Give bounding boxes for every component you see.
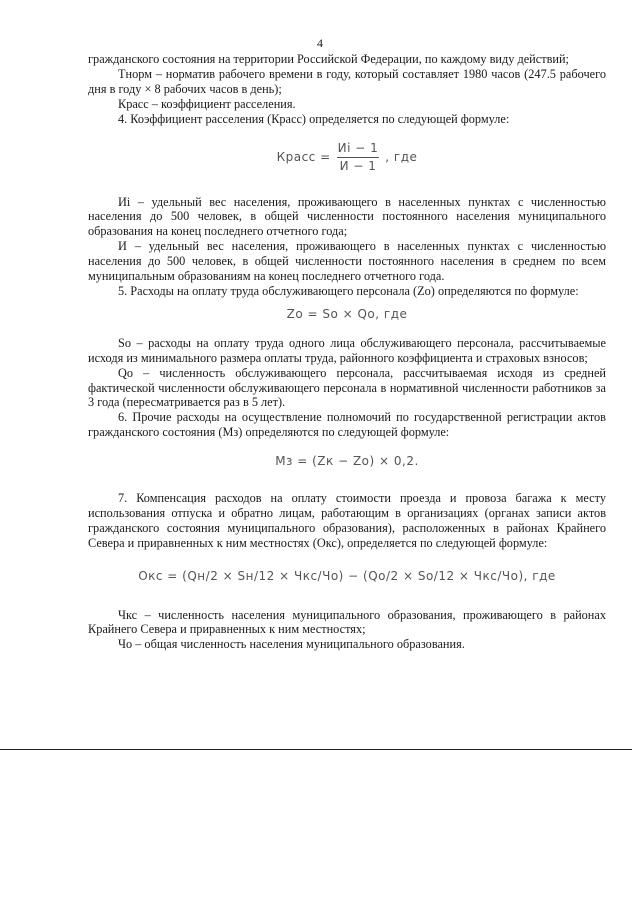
paragraph-krass-definition: Красс – коэффициент расселения. — [118, 96, 296, 111]
formula-krass-fraction — [335, 141, 382, 174]
horizontal-rule — [0, 749, 632, 750]
paragraph-section-5: 5. Расходы на оплату труда обслуживающего персонала (Zo) определяются по формуле: — [118, 283, 579, 298]
document-body — [88, 52, 606, 652]
paragraph-cho-definition: Чо – общая численность населения муниципального образования. — [118, 637, 465, 652]
formula-zo: Zo = So × Qo, где — [286, 306, 408, 321]
formula-krass-numerator: Иi − 1 — [337, 141, 379, 156]
formula-krass-denominator: И − 1 — [337, 157, 380, 174]
formula-oks: Окс = (Qн/2 × Sн/12 × Чкс/Чо) − (Qо/2 × Sо/12 × Чкс/Чо), где — [138, 568, 556, 583]
formula-krass-suffix: , где — [385, 150, 418, 165]
paragraph-section-6: 6. Прочие расходы на осуществление полномочий по государственной регистрации актов гражданского состояния (Мз) определяются по следующей формуле: — [88, 410, 606, 440]
page-number: 4 — [317, 36, 323, 50]
paragraph-section-4: 4. Коэффициент расселения (Красс) определяется по следующей формуле: — [118, 111, 510, 126]
paragraph-chks-definition: Чкс – численность населения муниципального образования, проживающего в районах Крайнего Севера и приравненных к ним местностях; — [88, 607, 606, 637]
paragraph-continuation: гражданского состояния на территории Российской Федерации, по каждому виду действий; — [88, 52, 569, 66]
formula-krass-lhs: Красс = — [276, 150, 331, 165]
paragraph-tnorm-definition: Тнорм – норматив рабочего времени в году, который составляет 1980 часов (247.5 рабочего дня в году × 8 рабочих часов в день); — [88, 66, 606, 96]
formula-krass — [88, 143, 606, 173]
paragraph-ii-definition: Иi – удельный вес населения, проживающего в населенных пунктах с численностью населения до 500 человек, в общей численности постоянного населения муниципального образования на конец последнего отчетного года; — [88, 194, 606, 239]
formula-mz: Мз = (Zк − Zо) × 0,2. — [275, 454, 419, 469]
paragraph-qo-definition: Qo – численность обслуживающего персонала, рассчитываемая исходя из средней фактической численности обслуживающего персонала в нормативной численности работников за 3 года (пересматривается раз в 5 лет). — [88, 365, 606, 410]
paragraph-i-definition: И – удельный вес населения, проживающего в населенных пунктах с численностью населения до 500 человек, в общей численности постоянного населения в среднем по всем муниципальным образованиям на конец последнего отчетного года. — [88, 239, 606, 284]
paragraph-section-7: 7. Компенсация расходов на оплату стоимости проезда и провоза багажа к месту использования отпуска и обратно лицам, работающим в организациях (органах записи актов гражданского состояния муниципального образования), расположенных в районах Крайнего Севера и приравненных к ним местностях (Окс), определяется по следующей формуле: — [88, 491, 606, 550]
paragraph-so-definition: So – расходы на оплату труда одного лица обслуживающего персонала, рассчитываемые исходя из минимального размера оплаты труда, районного коэффициента и страховых взносов; — [88, 335, 606, 365]
